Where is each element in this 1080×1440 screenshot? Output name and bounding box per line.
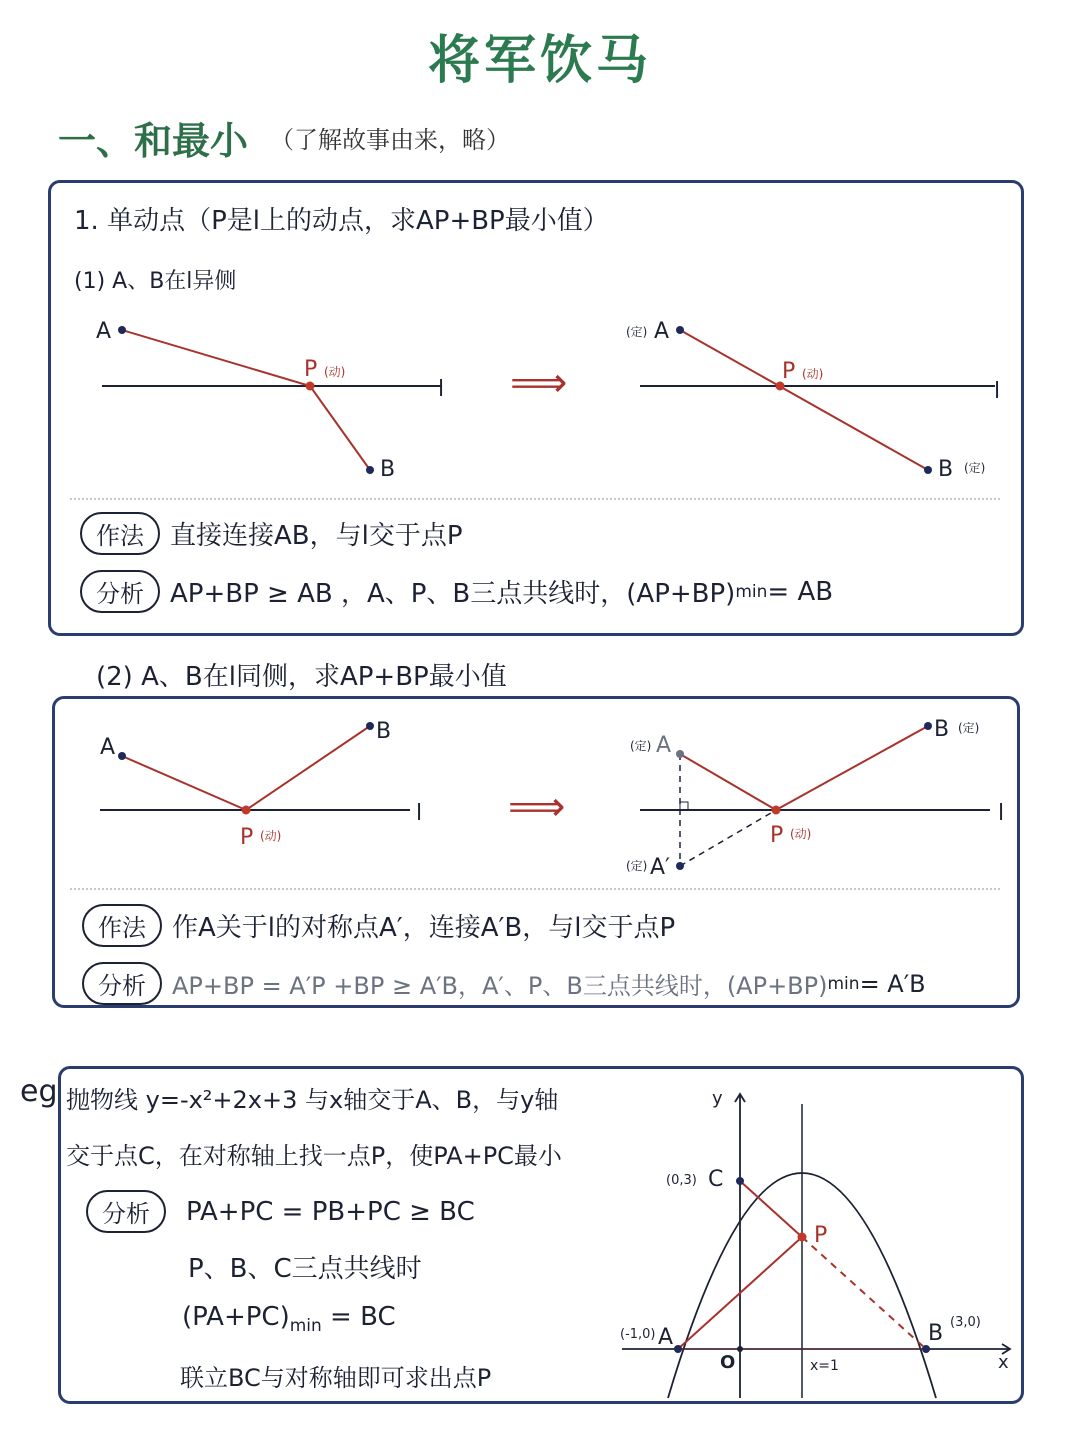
label-A-tag-right: (定) [630, 739, 652, 753]
segment-PB [310, 386, 370, 470]
analysis-sub: min [827, 973, 860, 994]
label-l-right: l [994, 379, 1001, 404]
label-A: A [96, 319, 112, 344]
point-A [118, 326, 126, 334]
example-line1: 抛物线 y=-x²+2x+3 与x轴交于A、B，与y轴 [66, 1086, 559, 1114]
point-B [922, 1345, 930, 1353]
analysis-badge: 分析 [80, 570, 160, 613]
segment-PB-dashed [802, 1237, 926, 1349]
C-label: C [708, 1167, 724, 1192]
case2-label: (2) A、B在l同侧，求AP+BP最小值 [96, 662, 507, 692]
label-A-tag-right: (定) [626, 325, 648, 339]
label-B-tag-right: (定) [958, 721, 980, 735]
case2-figures [60, 712, 1016, 882]
segment-AP [122, 330, 310, 386]
label-P-tag: (动) [324, 365, 346, 379]
label-P-right: P [770, 823, 784, 848]
C-coord: (0,3) [666, 1173, 697, 1188]
case1-analysis [80, 570, 833, 613]
segment-PB [246, 726, 370, 810]
label-P-tag-right: (动) [790, 827, 812, 841]
section-note: （了解故事由来，略） [270, 126, 510, 154]
part1-heading: 1. 单动点（P是l上的动点，求AP+BP最小值） [74, 206, 609, 236]
page-title: 将军饮马 [427, 31, 652, 91]
label-A-right: A [656, 733, 672, 758]
label-A2: A′ [650, 855, 671, 880]
point-P [306, 382, 315, 391]
B-label: B [928, 1321, 944, 1346]
example-line2: 交于点C，在对称轴上找一点P，使PA+PC最小 [66, 1142, 562, 1170]
analysis-tail: = AB [767, 576, 834, 607]
method-badge: 作法 [80, 512, 160, 555]
example-step2: P、B、C三点共线时 [188, 1254, 422, 1284]
point-A2 [676, 862, 684, 870]
point-P [242, 806, 251, 815]
point-P [798, 1233, 807, 1242]
label-B-right: B [938, 457, 954, 482]
method-badge: 作法 [82, 904, 162, 947]
example-analysis [86, 1190, 475, 1233]
case1-figures [60, 300, 1020, 500]
case2-method [82, 904, 675, 947]
case1-label: (1) A、B在l异侧 [74, 269, 237, 294]
case1-method [80, 512, 463, 555]
segment-AP [122, 756, 246, 810]
point-O [737, 1346, 743, 1352]
label-l: l [438, 377, 445, 402]
symmetry-axis-label: x=1 [810, 1358, 839, 1374]
label-A2-tag: (定) [626, 859, 648, 873]
point-B [366, 466, 374, 474]
parabola-graph [600, 1076, 1020, 1402]
implies-arrow: ⟹ [508, 784, 566, 830]
point-A [118, 752, 126, 760]
label-l: l [416, 801, 423, 826]
segment-AB [680, 330, 928, 470]
point-B-right [924, 466, 932, 474]
point-C [736, 1177, 744, 1185]
A-label: A [658, 1325, 674, 1350]
method-text: 作A关于l的对称点A′，连接A′B，与l交于点P [172, 913, 676, 943]
method-text: 直接连接AB，与l交于点P [170, 521, 463, 551]
analysis-text: AP+BP ≥ AB ，A、P、B三点共线时，(AP+BP) [170, 579, 736, 609]
analysis-tail: = A′B [859, 969, 926, 998]
A-coord: (-1,0) [620, 1327, 656, 1342]
origin-label: O [720, 1352, 736, 1373]
y-axis-label: y [712, 1088, 723, 1109]
section-heading: 一、和最小 [58, 119, 249, 163]
analysis-badge: 分析 [82, 962, 162, 1005]
example-step4: 联立BC与对称轴即可求出点P [180, 1364, 492, 1392]
step3-a: (PA+PC) [182, 1302, 290, 1332]
example-step1: PA+PC = PB+PC ≥ BC [186, 1196, 475, 1227]
segment-AP-right [680, 754, 776, 810]
divider [70, 498, 1000, 500]
label-A: A [100, 735, 116, 760]
label-B-right: B [934, 717, 950, 742]
analysis-text: AP+BP = A′P +BP ≥ A′B，A′、P、B三点共线时，(AP+BP) [172, 972, 828, 1000]
step3-sub: min [289, 1316, 322, 1337]
point-A-right [676, 750, 684, 758]
P-label: P [814, 1223, 828, 1248]
example-tag: eg [20, 1074, 58, 1109]
step3-b: = BC [321, 1302, 396, 1332]
label-l-right: l [998, 801, 1005, 826]
segment-PB-right [776, 726, 928, 810]
analysis-badge: 分析 [86, 1190, 166, 1233]
label-A-right: A [654, 319, 670, 344]
label-P: P [304, 357, 318, 382]
divider [70, 888, 1000, 890]
label-B: B [376, 719, 392, 744]
analysis-sub: min [735, 581, 768, 602]
point-A-right [676, 326, 684, 334]
label-B: B [380, 457, 396, 482]
implies-arrow: ⟹ [510, 360, 568, 406]
point-B-right [924, 722, 932, 730]
label-P: P [240, 825, 254, 850]
right-angle-mark [680, 802, 688, 810]
B-coord: (3,0) [950, 1315, 981, 1330]
point-B [366, 722, 374, 730]
label-P-tag: (动) [260, 829, 282, 843]
point-P-right [772, 806, 781, 815]
example-step3 [182, 1302, 396, 1336]
case2-analysis [82, 962, 926, 1005]
segment-A2P [680, 810, 776, 866]
x-axis-label: x [998, 1352, 1009, 1373]
label-P-right: P [782, 359, 796, 384]
label-B-tag-right: (定) [964, 461, 986, 475]
label-P-tag-right: (动) [802, 367, 824, 381]
point-A [674, 1345, 682, 1353]
